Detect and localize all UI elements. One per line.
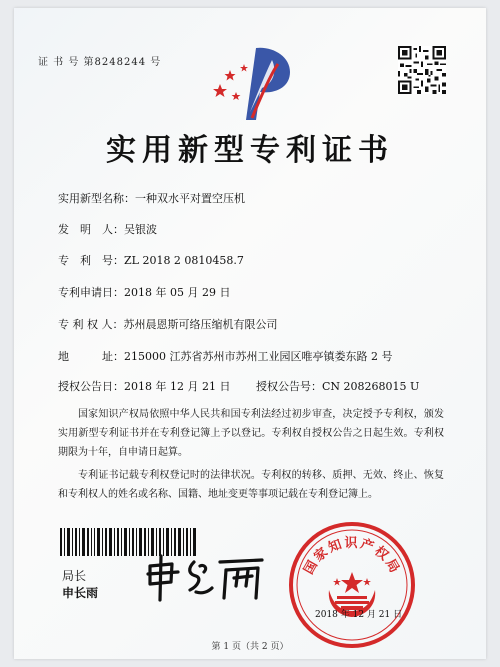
field-row-grant-no [256,378,419,394]
field-value: 215000 江苏省苏州市苏州工业园区唯亭镇娄东路 2 号 [124,350,393,363]
field-value: 一种双水平对置空压机 [135,192,245,205]
cnipa-logo-icon [206,42,302,122]
seal-text: 国家知识产权局 [301,536,403,578]
body-paragraph: 专利证书记载专利权登记时的法律状况。专利权的转移、质押、无效、终止、恢复和专利权人的姓名或名称、国籍、地址变更等事项记载在专利登记簿上。 [58,470,444,500]
signature-icon [144,552,270,604]
field-row-application-date [58,284,230,300]
field-row-name [58,190,245,206]
certificate-number: 证 书 号 第8248244 号 [38,57,162,68]
body-paragraph: 国家知识产权局依照中华人民共和国专利法经过初步审查，决定授予专利权，颁发实用新型专利证书并在专利登记簿上予以登记。专利权自授权公告之日起生效。专利权期限为十年，自申请日起算。 [58,409,444,458]
field-row-patent-no [58,252,244,268]
field-row-inventor [58,221,157,237]
field-label: 授权公告号： [256,380,322,393]
field-value: CN 208268015 U [322,380,420,393]
field-row-patentee [58,316,278,332]
official-seal-icon [287,520,417,650]
field-label: 专 利 权 人： [58,318,124,331]
field-row-grant-date [58,378,230,394]
field-value: 苏州晨恩斯可络压缩机有限公司 [123,318,278,331]
svg-text:国家知识产权局 [301,535,403,577]
official-name: 申长雨 [62,586,99,600]
field-value: ZL 2018 2 0810458.7 [124,254,244,267]
field-label: 发 明 人： [58,223,124,236]
field-label: 授权公告日： [58,380,124,393]
field-label: 实用新型名称： [58,192,135,205]
field-label: 专利申请日： [58,286,124,299]
qr-code-icon [398,46,446,94]
page-footer: 第 1 页（共 2 页） [211,642,289,652]
page-title: 实用新型专利证书 [106,133,394,168]
field-label: 地 址： [58,350,124,363]
official-title: 局长 [62,569,87,583]
field-value: 2018 年 05 月 29 日 [124,286,231,299]
certificate-body [58,405,444,504]
seal-date: 2018 年 12 月 21 日 [315,610,403,620]
field-label: 专 利 号： [58,254,124,267]
field-value: 2018 年 12 月 21 日 [124,380,231,393]
field-row-address [58,348,392,364]
field-value: 吴银波 [124,223,157,236]
